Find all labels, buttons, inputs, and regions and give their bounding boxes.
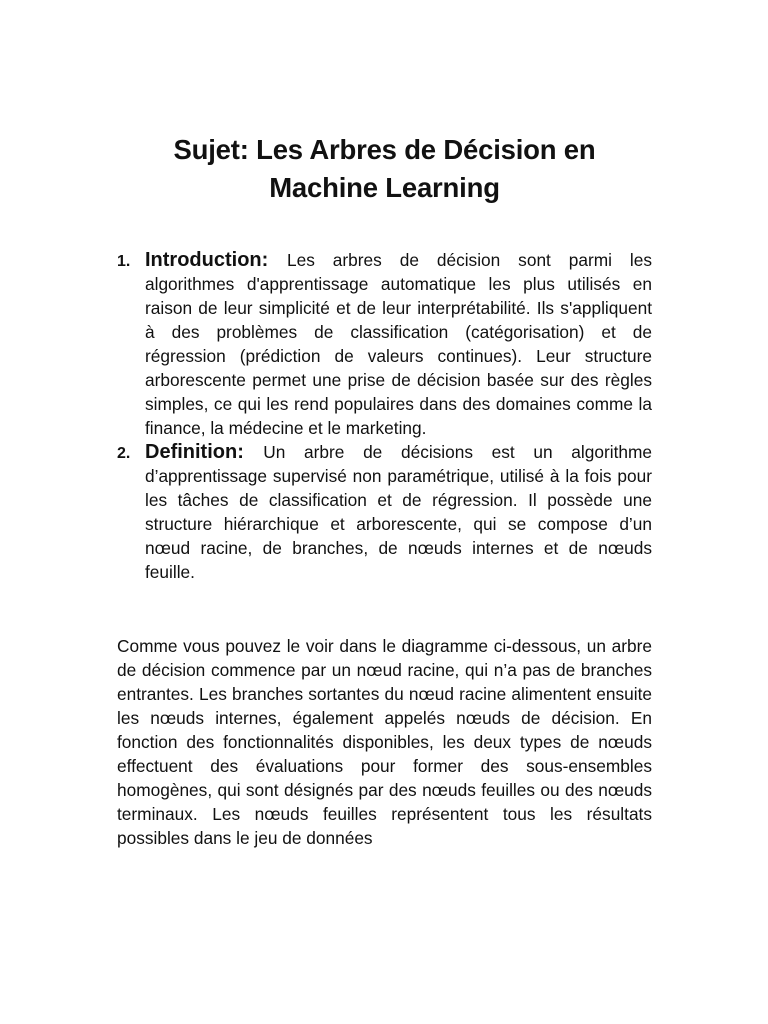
body-paragraph: Comme vous pouvez le voir dans le diagramme ci-dessous, un arbre de décision commence par un nœud racine, qui n’a pas de branches entrantes. Les branches sortantes du nœud racine alimentent ensuite les nœuds internes, également appelés nœuds de décision. En fonction des fonctionnalités disponibles, les deux types de nœuds effectuent des évaluations pour former des sous-ensembles homogènes, qui sont désignés par des nœuds feuilles ou des nœuds terminaux. Les nœuds feuilles représentent tous les résultats possibles dans le jeu de données — [117, 636, 652, 848]
title-line-2: Machine Learning — [269, 172, 500, 203]
list-item-text: Les arbres de décision sont parmi les algorithmes d'apprentissage automatique les plus utilisés en raison de leur simplicité et de leur interprétabilité. Ils s'appliquent à des problèmes de classification (catégorisation) et de régression (prédiction de valeurs continues). Leur structure arborescente permet une prise de décision basée sur des règles simples, ce qui les rend populaires dans des domaines comme la finance, la médecine et le marketing. — [145, 250, 653, 438]
numbered-list — [117, 248, 652, 584]
list-item-definition — [117, 440, 652, 584]
list-item-number: 2. — [117, 445, 131, 462]
list-item-heading: Introduction: — [145, 249, 287, 271]
list-item-heading: Definition: — [145, 441, 264, 463]
list-item-number: 1. — [117, 253, 131, 270]
list-item-text: Un arbre de décisions est un algorithme d’apprentissage supervisé non paramétrique, utilisé à la fois pour les tâches de classification et de régression. Il possède une structure hiérarchique et arborescente, qui se compose d’un nœud racine, de branches, de nœuds internes et de nœuds feuille. — [145, 442, 652, 582]
document-title — [117, 131, 652, 207]
list-item-introduction — [117, 248, 652, 440]
title-line-1: Sujet: Les Arbres de Décision en — [173, 134, 596, 165]
